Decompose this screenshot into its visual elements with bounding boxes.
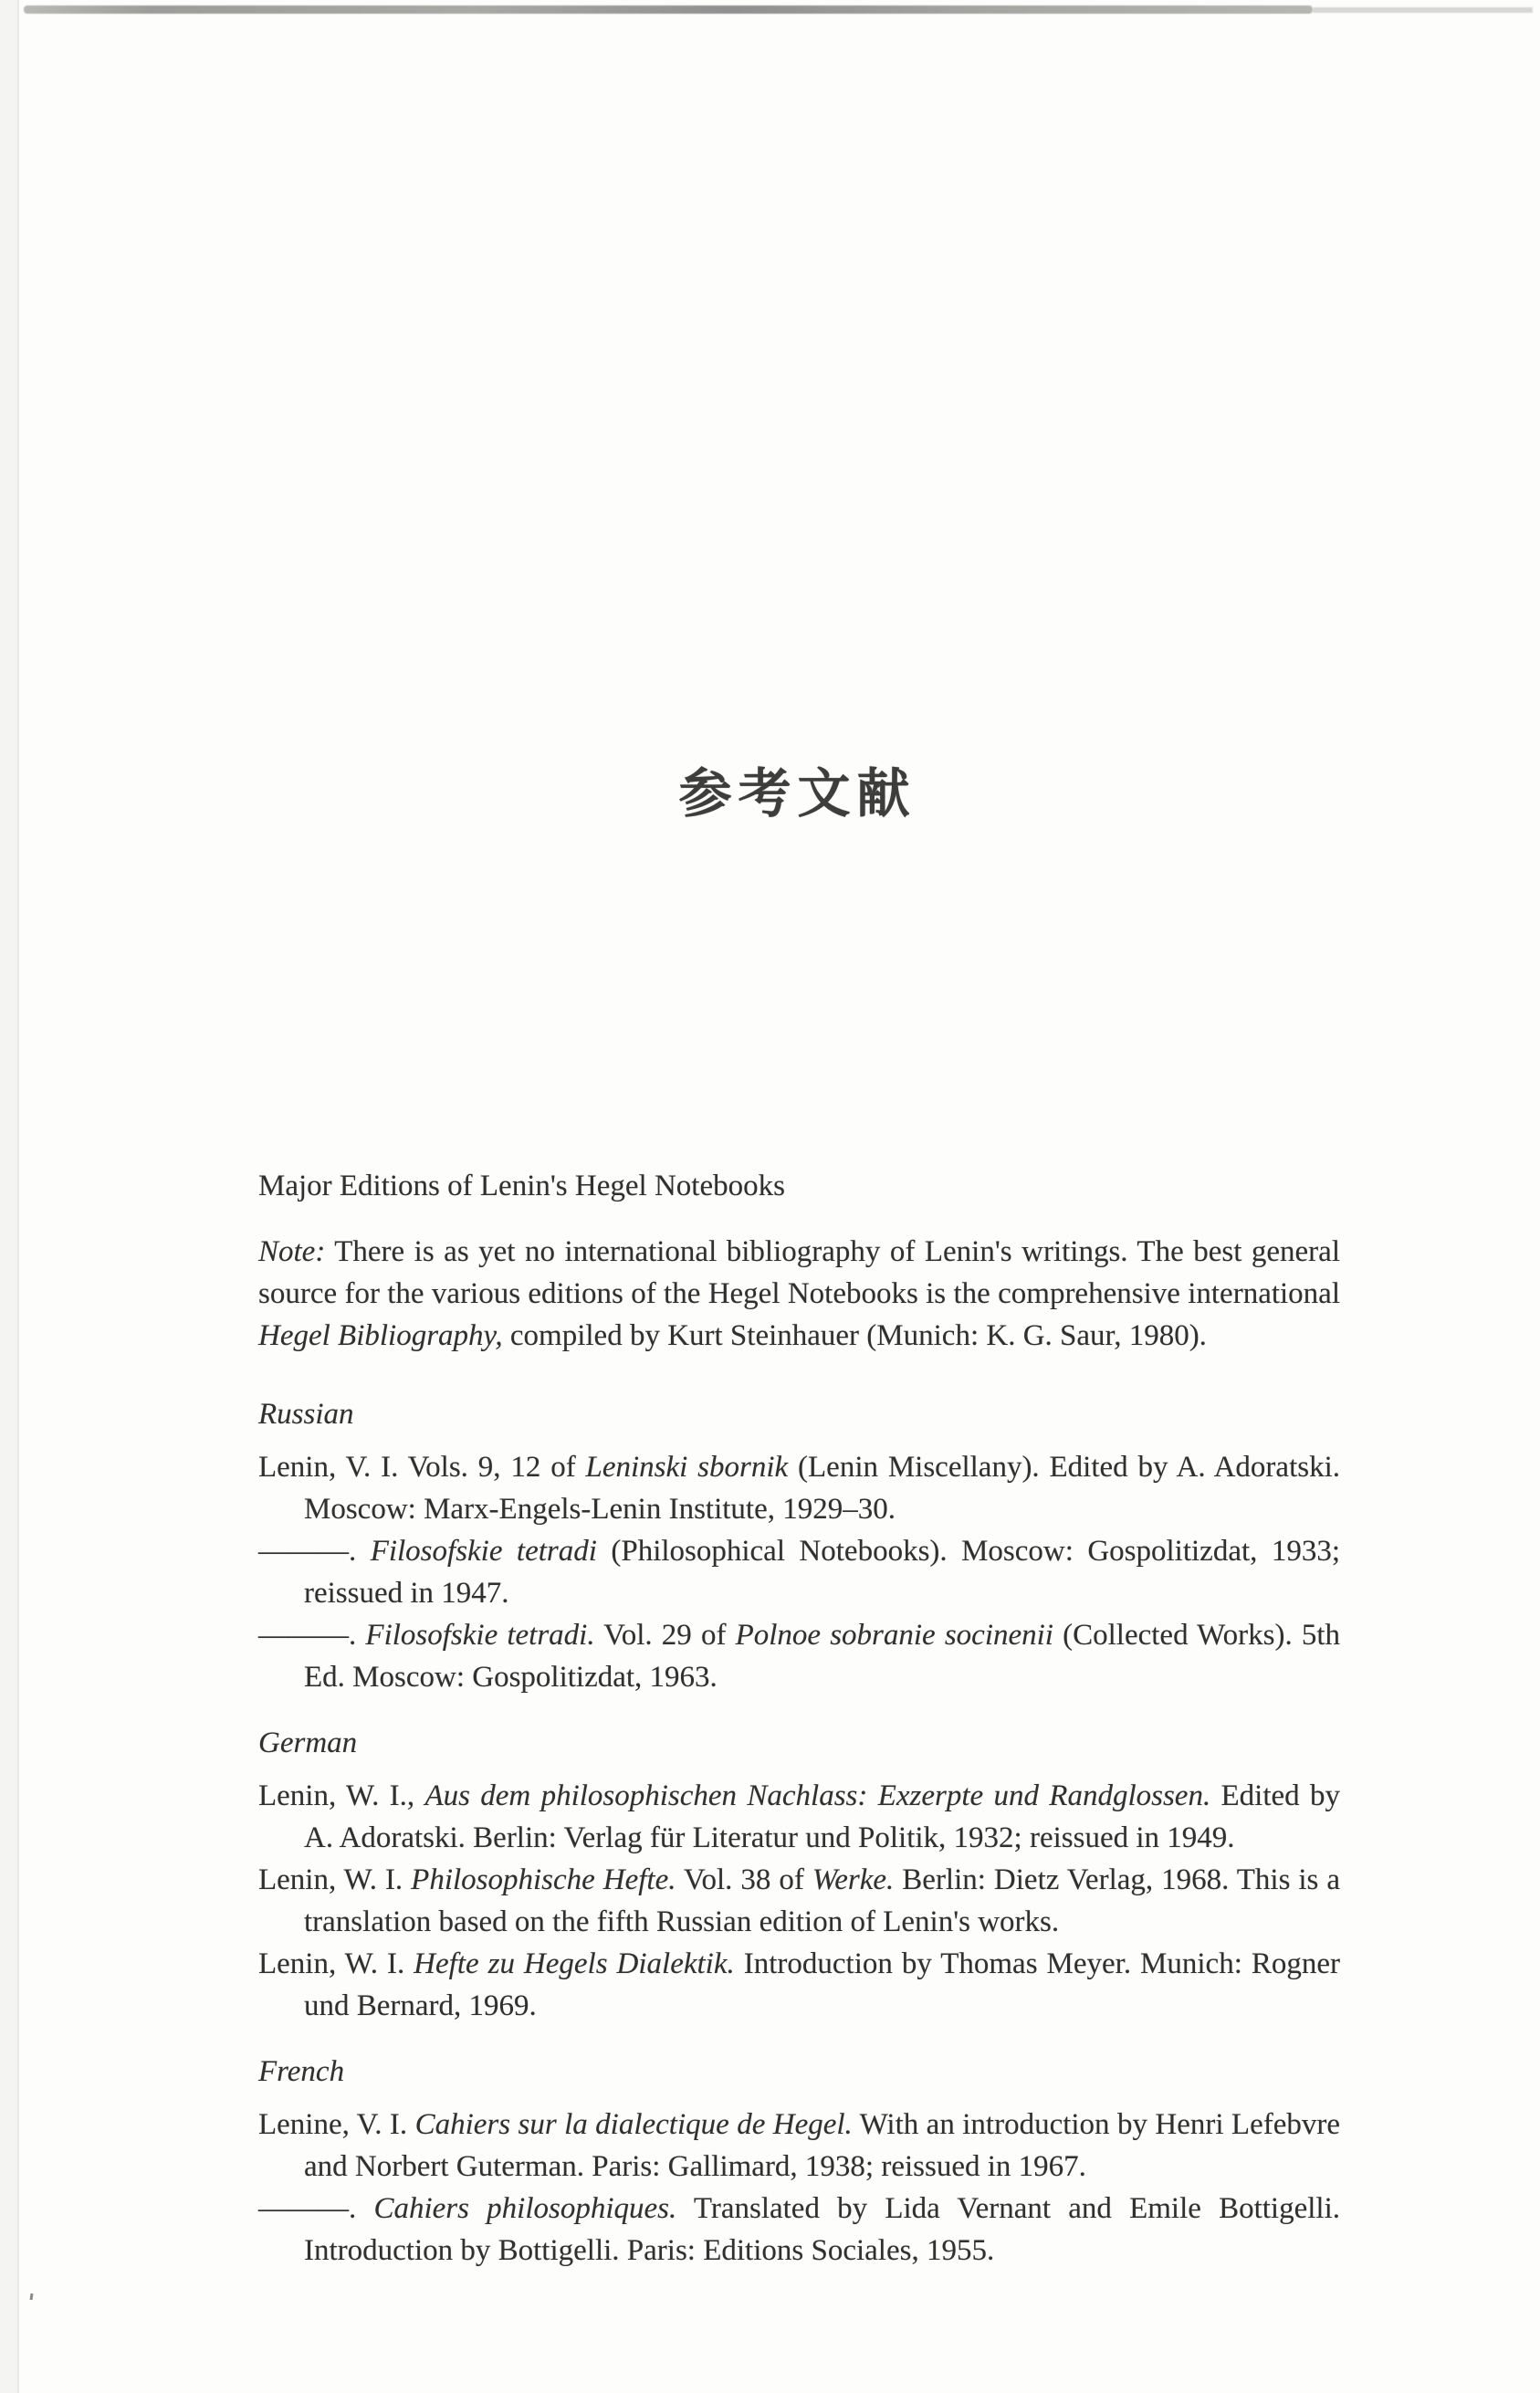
entry-segment: Lenin, W. I. — [258, 1947, 414, 1980]
scan-artifact-top-band-light — [1313, 7, 1533, 13]
bibliography-sections — [258, 1393, 1340, 2272]
entry-segment: ———. — [258, 2192, 374, 2225]
entry-segment: (Lenin Miscellany). Edited by A. Adoratski. Moscow: Marx-Engels-Lenin Institute, 1929–30. — [304, 1451, 1341, 1526]
page-title-chinese: 参考文献 — [678, 762, 917, 824]
entry-segment-italic: Filosofskie tetradi. — [365, 1619, 595, 1652]
entry-segment-italic: Cahiers sur la dialectique de Hegel. — [414, 2108, 853, 2141]
scan-left-margin-shade — [0, 0, 17, 2393]
entry-segment: Edited by A. Adoratski. Berlin: Verlag für Literatur und Politik, 1932; reissued in 1949. — [304, 1779, 1340, 1854]
bibliography-section — [258, 2051, 1340, 2272]
bibliography-entry — [258, 1943, 1340, 2027]
entry-segment: (Collected Works). 5th Ed. Moscow: Gospolitizdat, 1963. — [304, 1619, 1341, 1694]
bibliography-content — [258, 1165, 1340, 2295]
list-title: Major Editions of Lenin's Hegel Notebooks — [258, 1170, 785, 1202]
entry-segment: (Philosophical Notebooks). Moscow: Gospolitizdat, 1933; reissued in 1947. — [304, 1535, 1340, 1610]
entry-segment-italic: Filosofskie tetradi — [370, 1535, 597, 1568]
scan-left-edge-line — [17, 0, 19, 2393]
entry-segment-italic: Philosophische Hefte. — [411, 1863, 676, 1896]
entry-segment: Translated by Lida Vernant and Emile Bottigelli. Introduction by Bottigelli. Paris: Editions Sociales, 1955. — [304, 2192, 1340, 2267]
entry-segment: With an introduction by Henri Lefebvre and Norbert Guterman. Paris: Gallimard, 1938; reissued in 1967. — [304, 2108, 1340, 2183]
language-heading: Russian — [258, 1398, 354, 1431]
bibliography-entry — [258, 1859, 1340, 1943]
entry-segment-italic: Hefte zu Hegels Dialektik. — [414, 1947, 735, 1980]
bibliography-section — [258, 1722, 1340, 2027]
entry-segment: Lenine, V. I. — [258, 2108, 415, 2141]
bibliography-entry — [258, 1446, 1340, 1530]
bibliography-entry — [258, 2188, 1340, 2272]
entry-segment: Vol. 29 of — [594, 1619, 736, 1652]
bibliography-entry — [258, 1614, 1340, 1698]
bibliography-entry — [258, 1775, 1340, 1859]
entry-segment: Vol. 38 of — [676, 1863, 812, 1896]
entry-segment: Berlin: Dietz Verlag, 1968. This is a translation based on the fifth Russian edition of Lenin's works. — [304, 1863, 1341, 1938]
bibliography-entry — [258, 2104, 1340, 2188]
entry-segment-italic: Cahiers philosophiques. — [373, 2192, 677, 2225]
entry-segment: Lenin, W. I., — [258, 1779, 425, 1812]
bibliography-entry — [258, 1530, 1340, 1614]
entry-segment: Lenin, V. I. Vols. 9, 12 of — [258, 1451, 586, 1484]
entry-segment-italic: Werke. — [812, 1863, 895, 1896]
entry-segment: Lenin, W. I. — [258, 1863, 412, 1896]
scan-artifact-speck — [30, 2293, 34, 2300]
language-heading: German — [258, 1727, 358, 1759]
note-segment-italic: Note: — [258, 1235, 326, 1268]
note-segment-italic: Hegel Bibliography, — [258, 1319, 503, 1352]
entry-segment-italic: Leninski sbornik — [585, 1451, 789, 1484]
note-paragraph — [258, 1231, 1340, 1357]
entry-segment-italic: Polnoe sobranie socinenii — [735, 1619, 1053, 1652]
entry-segment: ———. — [258, 1619, 366, 1652]
scan-artifact-top-band — [24, 5, 1313, 14]
entry-segment-italic: Aus dem philosophischen Nachlass: Exzerpte und Randglossen. — [424, 1779, 1211, 1812]
entry-segment: ———. — [258, 1535, 371, 1568]
note-segment: There is as yet no international bibliography of Lenin's writings. The best general source for the various editions of the Hegel Notebooks is the comprehensive international — [258, 1235, 1340, 1310]
language-heading: French — [258, 2055, 345, 2088]
entry-segment: Introduction by Thomas Meyer. Munich: Rogner und Bernard, 1969. — [304, 1947, 1340, 2022]
bibliography-section — [258, 1393, 1340, 1698]
note-segment: compiled by Kurt Steinhauer (Munich: K. G. Saur, 1980). — [502, 1319, 1207, 1352]
